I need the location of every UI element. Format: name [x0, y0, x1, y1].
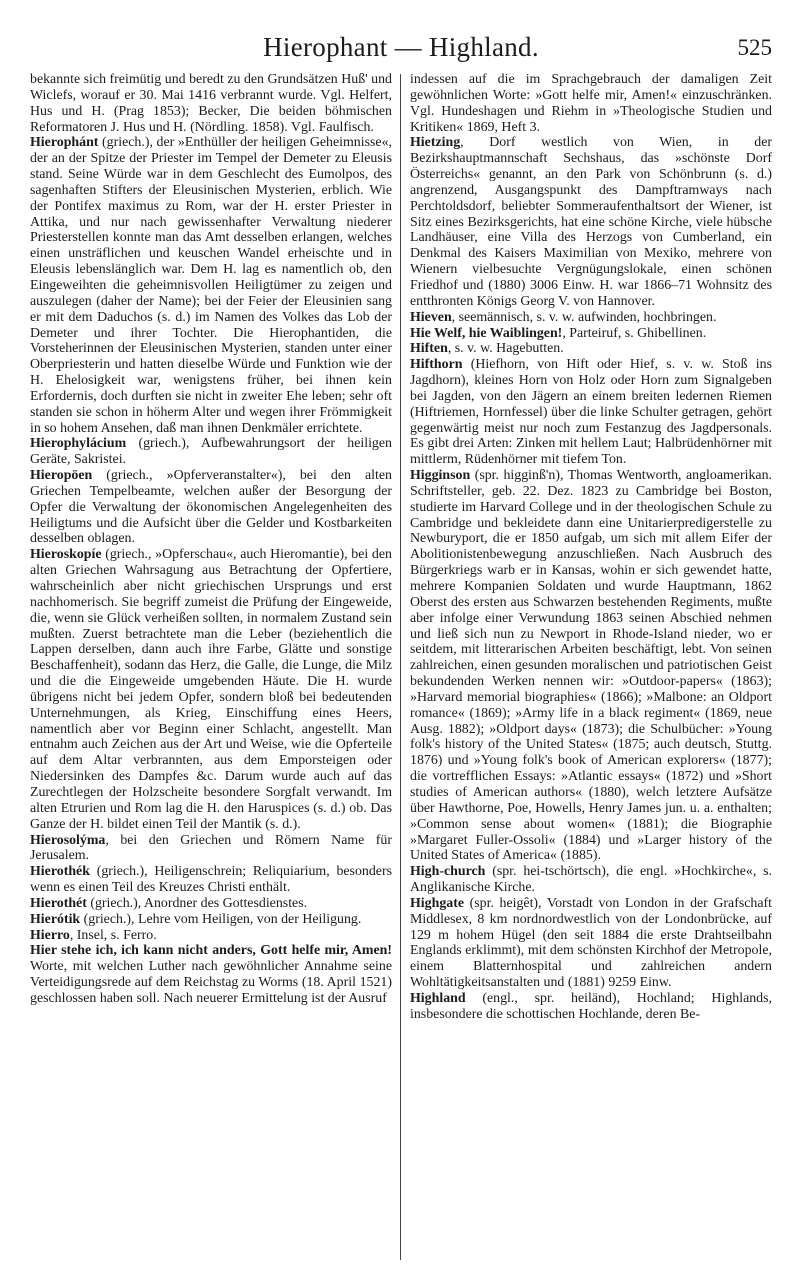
entry-lemma: Hifthorn: [410, 357, 463, 373]
entry-text: (spr. hei-tschörtsch), die engl. »Hochkirche«, s. Anglikanische Kirche.: [410, 864, 772, 896]
entry-lemma: Higginson: [410, 468, 471, 484]
entry-text: (spr. heigêt), Vorstadt von London in der Grafschaft Middlesex, 8 km nordnordwestlich von der Londonbrücke, auf 129 m hohem Hügel (den seit 1884 die erste Drahtseilbahn Englands erklimmt), mit dem schönsten Kirchhof der Metropole, einem Blatternhospital und zahlreichen andern Wohltätigkeitsanstalten und (1881) 9259 Einw.: [410, 895, 772, 991]
dictionary-entry: [410, 468, 772, 864]
page-number: 525: [737, 35, 772, 60]
entry-text: (griech.), Heiligenschrein; Reliquiarium, besonders wenn es einen Teil des Kreuzes Christi enthält.: [30, 864, 392, 896]
text-columns: [30, 72, 772, 1264]
entry-text: , seemännisch, s. v. w. aufwinden, hochbringen.: [451, 309, 717, 325]
entry-lemma: Hierothét: [30, 895, 87, 911]
entry-lemma: Hieropöen: [30, 468, 93, 484]
entry-text: , Dorf westlich von Wien, in der Bezirkshauptmannschaft Sechshaus, das »schönste Dorf Österreichs« genannt, an den Park von Schönbrunn (s. d.) angrenzend, Ausgangspunkt des Dampftramways nach Perchtoldsdorf, beliebter Sommeraufenthaltsort der Wiener, ist Sitz eines Bezirksgerichts, hat eine schöne Kirche, viele hübsche Landhäuser, eine Villa des Herzogs von Cumberland, ein Denkmal des Kaisers Maximilian von Mexiko, mehrere von Wienern vielbesuchte Vergnügungslokale, einen schönen Friedhof und (1880) 3006 Einw. H. war 1866–71 Wohnsitz des entthronten Königs Georg V. von Hannover.: [410, 135, 772, 309]
page-header: [30, 28, 772, 68]
entry-text: (griech.), der »Enthüller der heiligen Geheimnisse«, der an der Spitze der Priester im Tempel der Demeter zu Eleusis stand. Seine Würde war in dem Geschlecht des Eumolpos, des sagenhaften Stifters der Eleusinischen Mysterien, erblich. Wie der Pontifex maximus zu Rom, war der H. erster Priester in Attika, und nur nach gewissenhafter Verwaltung niederer Priesterstellen konnte man das Amt desselben erlangen, welches einen unsträflichen und keuschen Wandel erheischte und in Eleusis lebenslänglich war. Dem H. lag es namentlich ob, den Eingeweihten die geheimnisvollen Heiligtümer zu zeigen und auszulegen (daher der Name); bei der Feier der Eleusinien sang er mit dem Daduchos (s. d.) im Namen des Volkes das Lob der Demeter und ihrer Tochter. Die Hierophantiden, die Vorsteherinnen der Eleusinischen Mysterien, standen unter einer Oberpriesterin und hatten dieselbe Würde und Funktion wie der H. Ehelosigkeit war, wenigstens früher, bei ihnen kein Erfordernis, doch durften sie nicht in zweiter Ehe leben; sehr oft standen sie schon in höherm Alter und wegen ihrer Frömmigkeit in so hohem Ansehen, daß man ihnen Denkmäler errichtete.: [30, 135, 392, 436]
dictionary-entry: [30, 436, 392, 468]
entry-lemma: Hierótik: [30, 911, 81, 927]
entry-lemma: High-church: [410, 864, 486, 880]
entry-text: indessen auf die im Sprachgebrauch der damaligen Zeit gewöhnlichen Worte: »Gott helfe mir, Amen!« einzuschränken. Vgl. Hundeshagen und Riehm in »Theologische Studien und Kritiken« 1869, Heft 3.: [410, 72, 772, 135]
entry-text: , bei den Griechen und Römern Name für Jerusalem.: [30, 832, 392, 864]
entry-text: (engl., spr. heiländ), Hochland; Highlands, insbesondere die schottischen Hochlande, deren Be-: [410, 990, 772, 1022]
dictionary-entry: [30, 135, 392, 436]
entry-lemma: Hierophylácium: [30, 436, 127, 452]
entry-lemma: Highland: [410, 990, 466, 1006]
entry-lemma: Hier stehe ich, ich kann nicht anders, Gott helfe mir, Amen!: [30, 943, 392, 959]
entry-lemma: Hieven: [410, 309, 452, 325]
entry-text: (spr. higginß'n), Thomas Wentworth, angloamerikan. Schriftsteller, geb. 22. Dez. 1823 zu Cambridge bei Boston, studierte im Harvard College und in der theologischen Schule zu Cambridge und bekleidete dann eine Unitarierpredigerstelle zu Newburyport, die er 1850 aufgab, um sich mit allem Eifer der Abolitionistenbewegung anzuschließen. Nach Ausbruch des Bürgerkriegs warb er in Kansas, wohin er sich gewendet hatte, mehrere Kompanien Soldaten und wurde Hauptmann, 1862 Oberst des ersten aus Schwarzen bestehenden Regiments, mußte aber infolge einer Verwundung 1863 seinen Abschied nehmen und ließ sich nun zu Newport in Rhode-Island nieder, wo er seitdem, mit litterarischen Arbeiten beschäftigt, lebt. Von seinen zahlreichen, einen gesunden moralischen und patriotischen Geist bekundenden Werken nennen wir: »Outdoor-papers« (1863); »Harvard memorial biographies« (1866); »Malbone: an Oldport romance« (1869); »Army life in a black regiment« (1869, neue Ausg. 1882); »Oldport days« (1873); die Schulbücher: »Young folk's history of the United States« (1875; auch deutsch, Stuttg. 1876) und »Young folk's book of American explorers« (1877); die vortrefflichen Essays: »Atlantic essays« (1872) und »Short studies of American authors« (1880), welch letztere Aufsätze über Hawthorne, Poe, Howells, Henry James jun. u. a. enthalten; »Common sense about women« (1881); die Biographie »Margaret Fuller-Ossoli« (1884) und »Larger history of the United States of America« (1885).: [410, 468, 772, 864]
dictionary-entry: [30, 833, 392, 865]
entry-text: , s. v. w. Hagebutten.: [447, 341, 564, 357]
entry-text: Worte, mit welchen Luther nach gewöhnlicher Annahme seine Verteidigungsrede auf dem Reichstag zu Worms (18. April 1521) geschlossen haben soll. Nach neuerer Ermittelung ist der Ausruf: [30, 959, 392, 1006]
entry-text: (griech., »Opferveranstalter«), bei den alten Griechen Tempelbeamte, welchen außer der Besorgung der Opfer die Verwaltung der ökonomischen Angelegenheiten des Heiligtums und die Aufsicht über die Gelder und Kostbarkeiten desselben oblagen.: [30, 468, 392, 547]
dictionary-entry: [30, 468, 392, 547]
dictionary-entry: [410, 991, 772, 1023]
entry-lemma: Hierothék: [30, 864, 90, 880]
dictionary-entry: [30, 912, 392, 928]
entry-text: bekannte sich freimütig und beredt zu den Grundsätzen Huß' und Wiclefs, worauf er 30. Mai 1416 verbrannt wurde. Vgl. Helfert, Hus und H. (Prag 1853); Becker, Die beiden böhmischen Reformatoren J. Hus und H. (Nördling. 1858). Vgl. Faulfisch.: [30, 72, 392, 135]
dictionary-entry: [30, 943, 392, 1006]
entry-text: (griech.), Anordner des Gottesdienstes.: [86, 895, 308, 911]
dictionary-entry: [410, 310, 772, 326]
entry-lemma: Hietzing: [410, 135, 461, 151]
dictionary-entry: [410, 135, 772, 309]
running-title: Hierophant — Highland.: [263, 32, 539, 62]
entry-text: , Insel, s. Ferro.: [69, 927, 157, 943]
column-divider: [400, 74, 401, 1260]
entry-lemma: Hie Welf, hie Waiblingen!: [410, 325, 563, 341]
entry-text: (griech.), Lehre vom Heiligen, von der Heiligung.: [80, 911, 362, 927]
entry-lemma: Hierosolýma: [30, 832, 106, 848]
entry-lemma: Hieroskopíe: [30, 547, 102, 563]
dictionary-entry: [410, 72, 772, 135]
entry-lemma: Highgate: [410, 895, 465, 911]
dictionary-entry: [30, 864, 392, 896]
entry-text: , Parteiruf, s. Ghibellinen.: [562, 325, 707, 341]
entry-lemma: Hiften: [410, 341, 448, 357]
right-column: [410, 72, 772, 1264]
entry-text: (griech., »Opferschau«, auch Hieromantie), bei den alten Griechen Wahrsagung aus Betrachtung der Opfertiere, wahrscheinlich aber nicht griechischen Ursprungs und erst nachhomerisch. Sie begriff zumeist die Prüfung der Eingeweide, die, wenn sie Glück verheißen sollten, in normalem Zustand sein mußten. Zuerst betrachtete man die Leber (beziehentlich die Lappen derselben, dann auch ihre Farbe, Glätte und sonstige Beschaffenheit), sodann das Herz, die Galle, die Lunge, die Milz und die die Eingeweide umgebenden Häute. Die H. wurde übrigens nicht bei jedem Opfer, sondern bloß bei bedeutenden Unternehmungen, als Krieg, Einschiffung eines Heers, namentlich aber vor Beginn einer Schlacht, angestellt. Man entnahm auch Zeichen aus der Art und Weise, wie die Opferteile auf dem Altar verbrannten, aus dem Emporsteigen oder Niedersinken des Dampfes &c. Darum wurde auch auf das Zurechtlegen der Holzscheite besondere Sorgfalt verwandt. Im alten Etrurien und Rom lag die H. den Haruspices (s. d.) ob. Das Ganze der H. bildet einen Teil der Mantik (s. d.).: [30, 547, 392, 832]
left-column: [30, 72, 392, 1264]
dictionary-entry: [410, 357, 772, 468]
entry-text: (Hiefhorn, von Hift oder Hief, s. v. w. Stoß ins Jagdhorn), kleines Horn von Holz oder Horn zum Signalgeben bei Jagden, von den Jägern an einem breiten ledernen Riemen (Hiftriemen, Hornfessel) über die linke Schulter getragen, gehört gegenwärtig meist nur noch zum Festanzug des Jagdpersonals. Es gibt drei Arten: Zinken mit hellem Laut; Halbrüdenhörner mit mittlerm, Rüdenhörner mit tiefem Ton.: [410, 357, 772, 468]
dictionary-entry: [410, 864, 772, 896]
entry-text: (griech.), Aufbewahrungsort der heiligen Geräte, Sakristei.: [30, 436, 392, 468]
dictionary-entry: [410, 896, 772, 991]
dictionary-entry: [30, 928, 392, 944]
entry-lemma: Hierro: [30, 927, 70, 943]
dictionary-entry: [30, 547, 392, 832]
entry-lemma: Hierophánt: [30, 135, 99, 151]
dictionary-entry: [30, 72, 392, 135]
dictionary-entry: [410, 341, 772, 357]
dictionary-entry: [30, 896, 392, 912]
dictionary-entry: [410, 326, 772, 342]
